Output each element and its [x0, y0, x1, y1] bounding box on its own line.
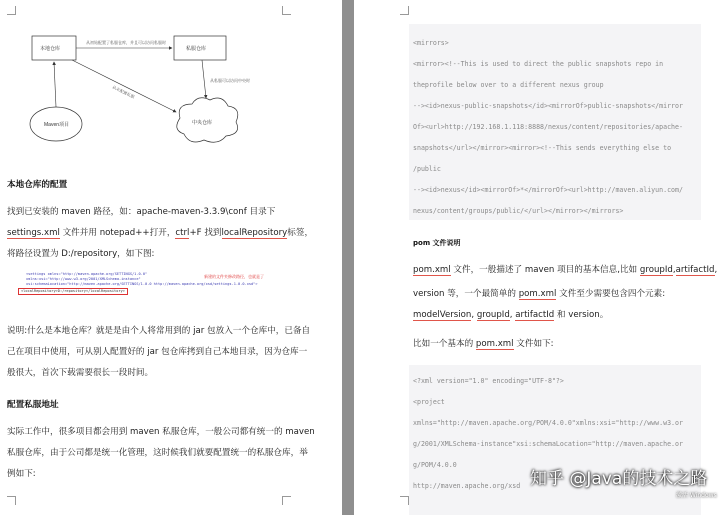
edge-local-private-label: 从初始配置了私服仓库，并且可以访问私服时	[86, 40, 166, 45]
right-document-page	[354, 0, 720, 515]
code-line: nexus/content/groups/public/</url></mirror></mirrors>	[413, 207, 624, 215]
code-line: --><id>nexus-public-snapshots</id><mirrorOf>public-snapshots</mirror	[413, 102, 683, 110]
code-line: <mirrors>	[413, 39, 449, 47]
pom-xml-text: pom.xml	[413, 265, 451, 275]
snippet-line-4: <localRepository>D:/repository</localRepository>	[18, 288, 128, 295]
paragraph-private-line2: 私服仓库，由于公司都是统一化管理，这时候我们就要配置统一的私服仓库，举	[7, 448, 308, 458]
pom-xml-text-3: pom.xml	[475, 339, 514, 349]
artifactid-text-2: artifactId	[515, 310, 555, 320]
section-title-local-repo: 本地仓库的配置	[7, 180, 68, 190]
repository-flow-diagram	[14, 24, 274, 156]
crop-mark-top-right	[282, 6, 291, 15]
pom-text-f: ,	[714, 265, 718, 275]
pom-text-b: 文件，一般描述了 maven 项目的基本信息,比如	[450, 265, 640, 275]
pom2-text-a: version 等，一个最简单的	[413, 289, 519, 299]
code-line: xmlns="http://maven.apache.org/POM/4.0.0"xmlns:xsi="http://www.w3.or	[413, 419, 683, 427]
pom3-text-f: 和 version。	[554, 310, 609, 320]
edge-project-to-local	[54, 62, 56, 107]
paragraph-local-repo-line1: 找到已安装的 maven 路径，如：apache-maven-3.3.9\conf 目录下	[7, 207, 276, 217]
paragraph-explain-line2: 己在项目中使用，可从别人配置好的 jar 包仓库拷到自己本地目录，因为仓库一	[7, 347, 308, 357]
groupid-text: groupId	[639, 265, 673, 275]
left-document-page	[0, 0, 342, 515]
paragraph-pom-line2	[413, 288, 665, 301]
edge-local-to-central	[72, 60, 176, 112]
code-line: <mirror><!--This is used to direct the public snapshots repo in	[413, 60, 664, 68]
pom-code-block	[409, 365, 701, 515]
paragraph-pom-line3	[413, 309, 608, 322]
section-title-pom: pom 文件说明	[413, 239, 461, 247]
paragraph-private-line1: 实际工作中，很多项目都会用到 maven 私服仓库，一般公司都有统一的 maven	[7, 427, 315, 437]
code-line: http://maven.apache.org/xsd	[413, 482, 521, 490]
code-line: g/2001/XMLSchema-instance"xsi:schemaLocation="http://maven.apache.or	[413, 440, 683, 448]
crop-mark-top-left-r	[400, 6, 409, 15]
code-line: theprofile below over to a different nexus group	[413, 81, 604, 89]
pom3-text-b: ,	[471, 310, 477, 320]
crop-mark-top-left	[7, 6, 16, 15]
crop-mark-bottom-left-r	[400, 496, 409, 505]
paragraph-pom-line1	[413, 264, 717, 277]
code-line: snapshots</url></mirror><mirror><!--This sends everything else to	[413, 144, 672, 152]
edge-local-central-label: 从未配置私服	[111, 84, 136, 100]
snippet-annotation: 新建的文件夹修改路径，也就是了	[204, 274, 264, 279]
section-title-private-server: 配置私服地址	[7, 400, 59, 410]
snippet-line-1: <settings xmlns="http://maven.apache.org/SETTINGS/1.0.0"	[26, 272, 148, 276]
para1-text-b: 文件并用 notepad++打开，	[59, 228, 176, 238]
groupid-text-2: groupId	[476, 310, 510, 320]
edge-private-to-central	[202, 60, 206, 98]
modelversion-text: modelVersion	[413, 310, 472, 320]
paragraph-local-repo-line3: 将路径设置为 D:/repository，如下图:	[7, 249, 155, 259]
maven-project-label: Maven项目	[44, 122, 70, 128]
zhihu-watermark: 知乎 @Java的技术之路	[530, 469, 708, 489]
paragraph-pom-example	[413, 338, 554, 351]
pom4-text-c: 文件如下:	[513, 339, 554, 349]
ctrl-text: ctrl	[175, 228, 190, 238]
local-repo-label: 本地仓库	[40, 46, 61, 52]
paragraph-explain-line1: 说明:什么是本地仓库？就是是由个人将常用到的 jar 包放入一个仓库中，已备自	[7, 326, 311, 336]
local-repository-text: localRepository	[221, 228, 288, 238]
snippet-line-3: xsi:schemaLocation="http://maven.apache.org/SETTINGS/1.0.0 http://maven.apache.org/xsd/settings-1.0.0.xsd">	[26, 282, 258, 286]
code-line: <?xml version="1.0" encoding="UTF-8"?>	[413, 377, 564, 385]
code-line: <project	[413, 398, 445, 406]
settings-xml-text: settings.xml	[7, 228, 60, 238]
code-line: /public	[413, 165, 441, 173]
crop-mark-bottom-right	[282, 496, 291, 505]
private-server-label: 私服仓库	[186, 46, 207, 52]
activate-windows-watermark: 激活 Windows	[676, 492, 717, 499]
paragraph-private-line3: 例如下:	[7, 469, 36, 479]
central-repo-label: 中央仓库	[192, 120, 213, 126]
crop-mark-bottom-left	[7, 496, 16, 505]
edge-private-central-label: 从私服可以访问中央时	[210, 78, 250, 83]
paragraph-explain-line3: 般很大，首次下载需要很长一段时间。	[7, 368, 154, 378]
pom-xml-text-2: pom.xml	[518, 289, 557, 299]
para1-text-f: 标签，	[287, 228, 314, 238]
code-line: Of><url>http://192.168.1.118:8888/nexus/content/repositories/apache-	[413, 123, 683, 131]
code-line: --><id>nexus</id><mirrorOf>*</mirrorOf><url>http://maven.aliyun.com/	[413, 186, 683, 194]
artifactid-text: artifactId	[675, 265, 715, 275]
paragraph-local-repo-line2	[7, 227, 313, 240]
pom2-text-c: 文件至少需要包含四个元素:	[556, 289, 666, 299]
code-line: g/POM/4.0.0	[413, 461, 457, 469]
pom3-text-d: ,	[509, 310, 516, 320]
pom-text-d: ,	[672, 265, 676, 275]
settings-snippet-image	[8, 272, 270, 306]
snippet-line-2: xmlns:xsi="http://www.w3.org/2001/XMLSchema-instance"	[26, 277, 141, 281]
pom4-text-a: 比如一个基本的	[413, 339, 476, 349]
para1-text-d: +F 找到	[189, 228, 222, 238]
mirrors-code-block	[409, 24, 701, 220]
